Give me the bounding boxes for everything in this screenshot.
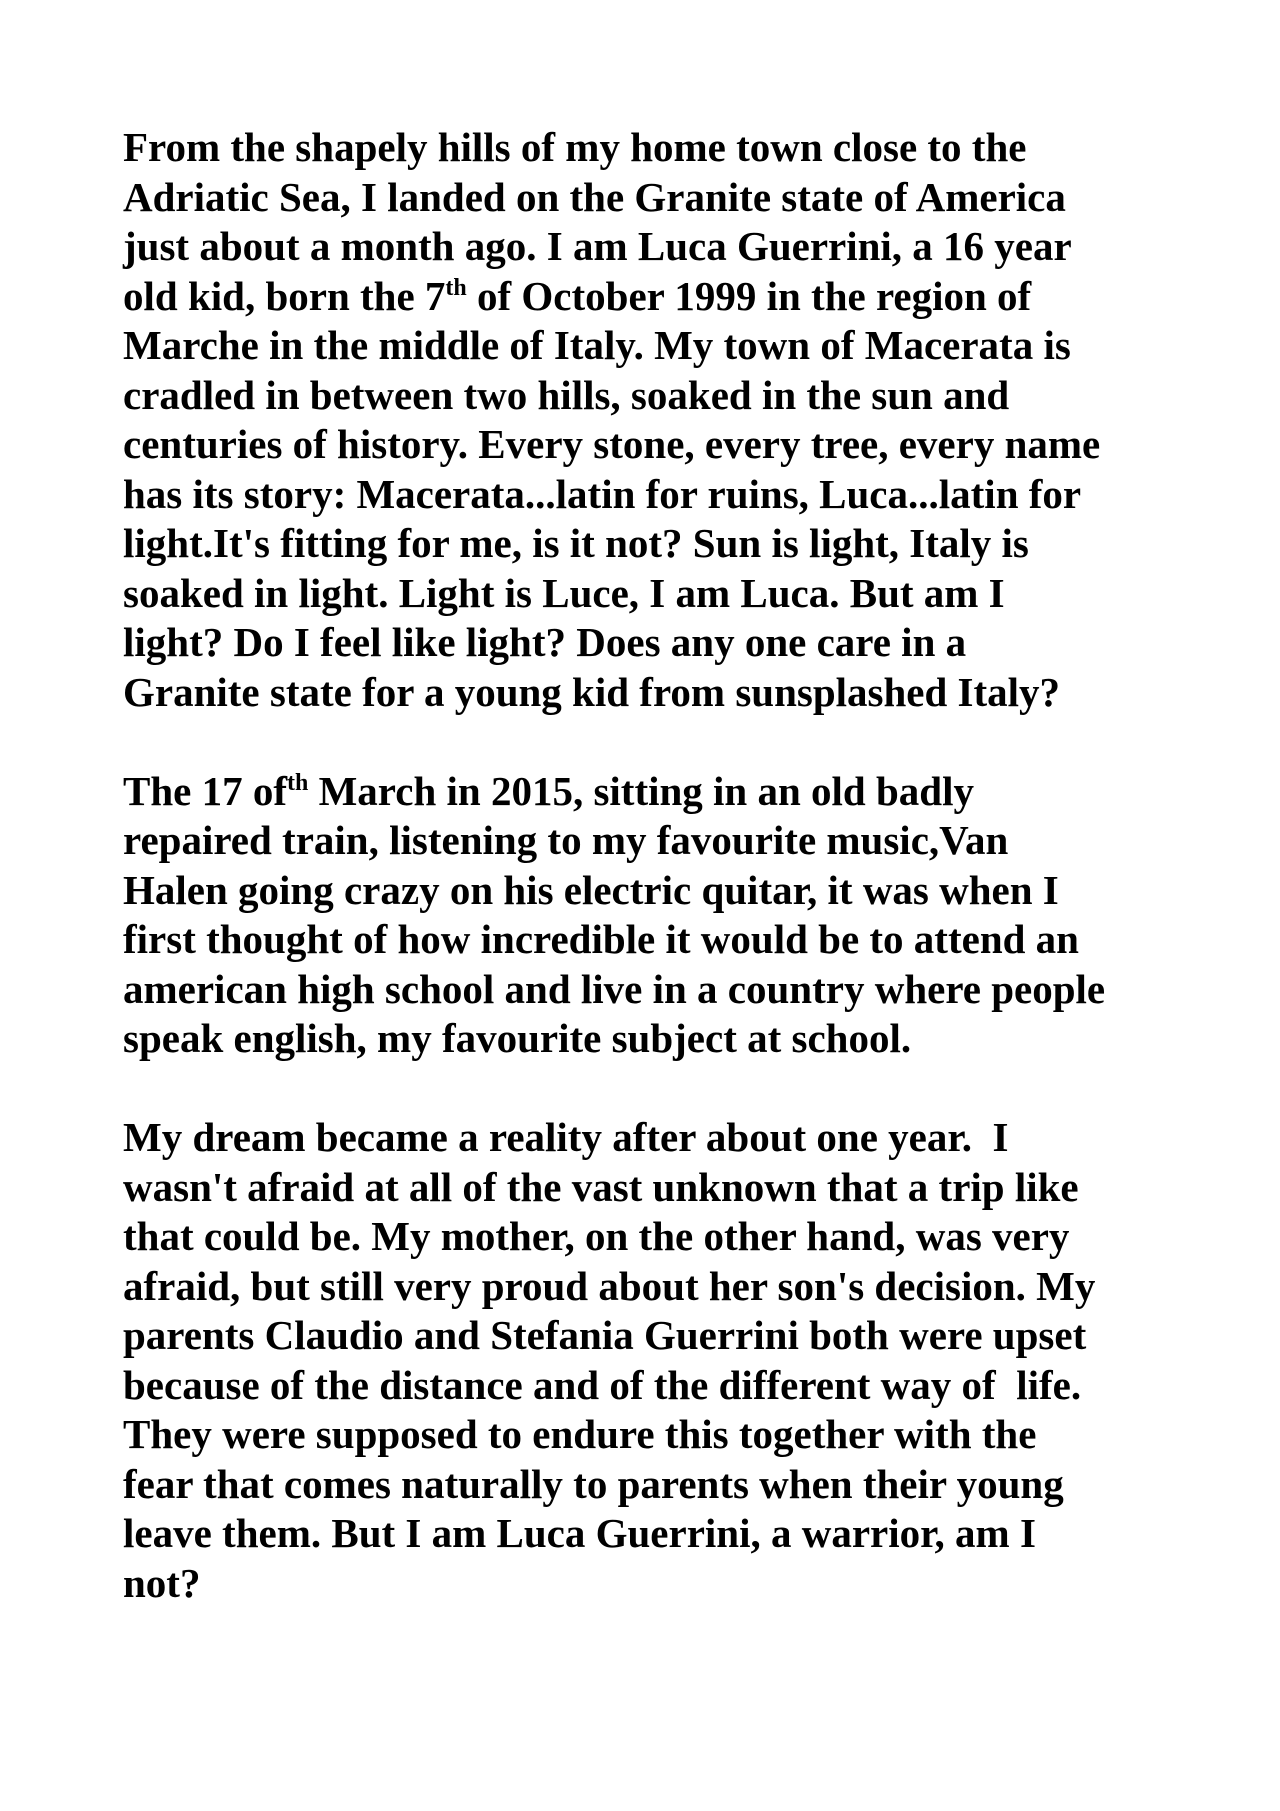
paragraph-spacer bbox=[123, 1064, 1198, 1114]
paragraph-2-line-3: Halen going crazy on his electric quitar, it was when I bbox=[123, 866, 1059, 913]
paragraph-2-line-6: speak english, my favourite subject at school. bbox=[123, 1015, 912, 1061]
paragraph-2-line-5: american high school and live in a country where people bbox=[123, 965, 1106, 1012]
paragraph-1-line-4-start: old kid, born the 7 bbox=[123, 272, 446, 319]
paragraph-1-line-9: light.It's fitting for me, is it not? Sun is light, Italy is bbox=[123, 520, 1029, 566]
paragraph-1-line-11: light? Do I feel like light? Does any one care in a bbox=[123, 619, 967, 665]
paragraph-3-line-2: wasn't afraid at all of the vast unknown that a trip like bbox=[123, 1163, 1079, 1210]
paragraph-2-line-1 bbox=[123, 767, 1198, 817]
paragraph-3-line-4: afraid, but still very proud about her son's decision. My bbox=[123, 1262, 1096, 1309]
paragraph-2-line-2: repaired train, listening to my favourite music,Van bbox=[123, 817, 1009, 863]
paragraph-1-line-6: cradled in between two hills, soaked in the sun and bbox=[123, 371, 1010, 418]
paragraph-2-line-4: first thought of how incredible it would be to attend an bbox=[123, 916, 1079, 962]
paragraph-3-line-6: because of the distance and of the different way of life. bbox=[123, 1361, 1082, 1408]
paragraph-1-line-7: centuries of history. Every stone, every tree, every name bbox=[123, 421, 1101, 467]
paragraph-3-line-9: leave them. But I am Luca Guerrini, a warrior, am I bbox=[123, 1510, 1036, 1556]
document-body bbox=[123, 123, 1198, 1608]
paragraph-2 bbox=[123, 767, 1198, 1064]
ordinal-superscript: th bbox=[445, 274, 467, 301]
paragraph-1-line-1: From the shapely hills of my home town close to the bbox=[123, 124, 1027, 170]
paragraph-1-line-10: soaked in light. Light is Luce, I am Luca. But am I bbox=[123, 569, 1005, 616]
paragraph-1-line-5: Marche in the middle of Italy. My town of Macerata is bbox=[123, 322, 1071, 368]
paragraph-1-line-12: Granite state for a young kid from sunsplashed Italy? bbox=[123, 668, 1061, 715]
paragraph-1 bbox=[123, 123, 1198, 717]
paragraph-1-line-3: just about a month ago. I am Luca Guerrini, a 16 year bbox=[123, 223, 1072, 269]
paragraph-1-line-2: Adriatic Sea, I landed on the Granite state of America bbox=[123, 173, 1066, 220]
ordinal-superscript: th bbox=[287, 769, 309, 796]
paragraph-3 bbox=[123, 1113, 1198, 1608]
paragraph-1-line-4 bbox=[123, 272, 1198, 322]
paragraph-3-line-5: parents Claudio and Stefania Guerrini both were upset bbox=[123, 1312, 1087, 1358]
paragraph-3-line-7: They were supposed to endure this together with the bbox=[123, 1411, 1037, 1457]
paragraph-3-line-1: My dream became a reality after about one year. I bbox=[123, 1114, 1009, 1160]
paragraph-3-line-3: that could be. My mother, on the other hand, was very bbox=[123, 1213, 1070, 1259]
paragraph-1-line-4-end: of October 1999 in the region of bbox=[466, 272, 1032, 319]
paragraph-3-line-8: fear that comes naturally to parents when their young bbox=[123, 1460, 1064, 1507]
paragraph-2-line-1-start: The 17 of bbox=[123, 767, 287, 814]
paragraph-spacer bbox=[123, 717, 1198, 767]
paragraph-1-line-8: has its story: Macerata...latin for ruins, Luca...latin for bbox=[123, 470, 1082, 517]
paragraph-2-line-1-end: March in 2015, sitting in an old badly bbox=[308, 767, 974, 814]
paragraph-3-line-10: not? bbox=[123, 1559, 201, 1606]
